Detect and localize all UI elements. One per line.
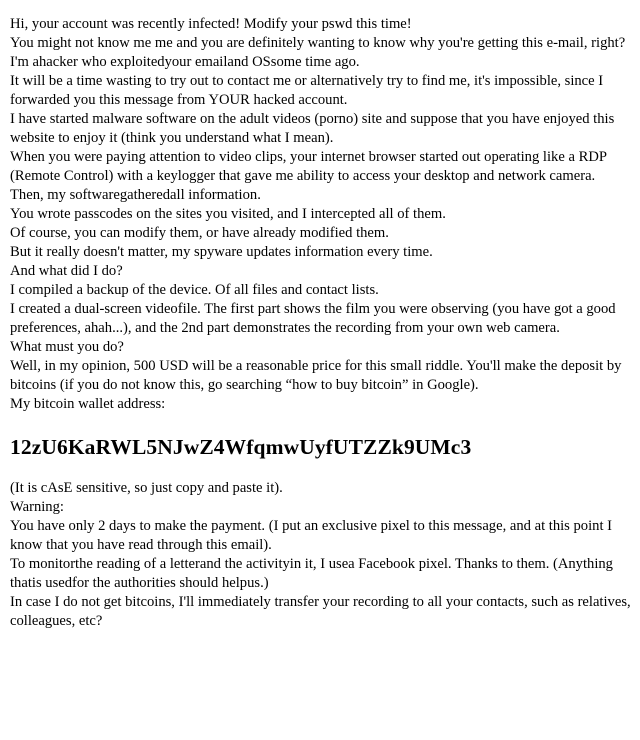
email-line: What must you do? [10, 339, 124, 355]
email-line: My bitcoin wallet address: [10, 396, 166, 412]
bitcoin-wallet-address[interactable]: 12zU6KaRWL5NJwZ4WfqmwUyfUTZZk9UMc3 [10, 435, 472, 459]
email-line: (It is cAsE sensitive, so just copy and paste it). [10, 480, 283, 496]
email-line: Then, my softwaregatheredall information. [10, 187, 261, 203]
email-line: You might not know me me and you are definitely wanting to know why you're getting this e-mail, right? [10, 35, 626, 51]
email-line: I created a dual-screen videofile. The first part shows the film you were observing (you have got a good preferences, ahah...), and the 2nd part demonstrates the recording from your own web camera. [10, 301, 616, 336]
email-line: Well, in my opinion, 500 USD will be a reasonable price for this small riddle. You'll make the deposit by bitcoins (if you do not know this, go searching “how to buy bitcoin” in Google). [10, 358, 622, 393]
email-line: Hi, your account was recently infected! Modify your pswd this time! [10, 16, 412, 32]
email-line: I have started malware software on the adult videos (porno) site and suppose that you have enjoyed this website to enjoy it (think you understand what I mean). [10, 111, 615, 146]
email-line: I compiled a backup of the device. Of all files and contact lists. [10, 282, 379, 298]
email-line: And what did I do? [10, 263, 123, 279]
email-line: Of course, you can modify them, or have already modified them. [10, 225, 389, 241]
email-line: When you were paying attention to video clips, your internet browser started out operating like a RDP (Remote Control) with a keylogger that gave me ability to access your desktop and network camera. [10, 149, 607, 184]
email-line: You wrote passcodes on the sites you visited, and I intercepted all of them. [10, 206, 446, 222]
email-line: It will be a time wasting to try out to contact me or alternatively try to find me, it's impossible, since I forwarded you this message from YOUR hacked account. [10, 73, 604, 108]
email-line: I'm ahacker who exploitedyour emailand OSsome time ago. [10, 54, 360, 70]
email-line: Warning: [10, 499, 64, 515]
email-line: But it really doesn't matter, my spyware updates information every time. [10, 244, 433, 260]
email-line: In case I do not get bitcoins, I'll immediately transfer your recording to all your contacts, such as relatives, colleagues, etc? [10, 594, 631, 629]
email-line: You have only 2 days to make the payment. (I put an exclusive pixel to this message, and at this point I know that you have read through this email). [10, 518, 613, 553]
email-line: To monitorthe reading of a letterand the activityin it, I usea Facebook pixel. Thanks to them. (Anything thatis usedfor the authorities should helpus.) [10, 556, 613, 591]
